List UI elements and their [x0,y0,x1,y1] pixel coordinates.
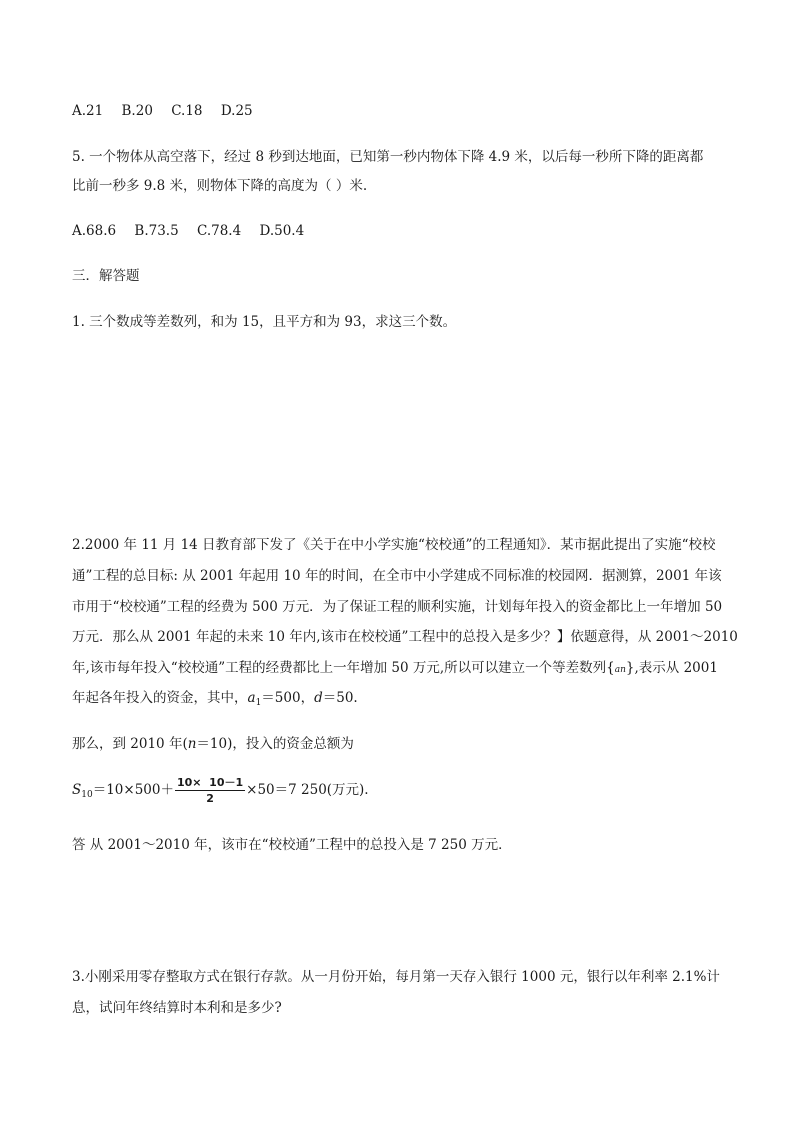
numerator-right: 10－1 [209,776,244,789]
problem-1: 1. 三个数成等差数列，和为 15，且平方和为 93，求这三个数。 [72,314,457,330]
choice-b: B.73.5 [134,223,179,239]
section-3-heading: 三．解答题 [72,268,140,284]
numerator-left: 10× [176,776,202,789]
problem-3-line-1: 3.小刚采用零存整取方式在银行存款。从一月份开始，每月第一天存入银行 1000 元，银行以年利率 2.1%计 [72,969,720,985]
question-5-line-1: 5. 一个物体从高空落下，经过 8 秒到达地面，已知第一秒内物体下降 4.9 米，以后每一秒所下降的距离都 [72,149,704,165]
line-7-text-end: ＝10)，投入的资金总额为 [196,736,354,752]
choice-b: B.20 [121,103,153,119]
problem-2-line-3: 市用于“校校通”工程的经费为 500 万元．为了保证工程的顺利实施，计划每年投入的资金都比上一年增加 50 [72,599,723,615]
problem-2-line-6 [72,689,358,712]
a-value: ＝500， [261,690,315,706]
choice-a: A.21 [72,103,104,119]
fraction-numerator [175,776,245,791]
formula-lhs: ＝10×500＋ [92,782,174,798]
a-subscript: 1 [255,698,262,708]
question-4-choices [72,102,253,120]
line-5-text-end: },表示从 2001 [625,660,718,676]
choice-d: D.25 [220,103,253,119]
line-5-text: 年,该市每年投入“校校通”工程的经费都比上一年增加 50 万元,所以可以建立一个等差数列{ [72,660,615,676]
problem-2-line-4: 万元．那么从 2001 年起的未来 10 年内,该市在校校通”工程中的总投入是多少？】依题意得，从 2001～2010 [72,629,738,645]
line-6-text: 年起各年投入的资金，其中， [72,690,248,706]
problem-2-line-1: 2.2000 年 11 月 14 日教育部下发了《关于在中小学实施“校校通”的工程通知》．某市据此提出了实施“校校 [72,537,716,553]
problem-2-line-2: 通”工程的总目标: 从 2001 年起用 10 年的时间，在全市中小学建成不同标准的校园网．据测算，2001 年该 [72,568,722,584]
question-5-choices [72,222,304,240]
d-value: ＝50. [322,690,358,706]
fraction-denominator: 2 [206,792,214,805]
problem-3-line-2: 息，试问年终结算时本利和是多少? [72,1000,282,1016]
problem-2-line-7 [72,735,354,753]
s-symbol: S [72,782,82,798]
n-symbol: n [187,736,197,752]
formula-rhs: ×50＝7 250(万元). [246,782,369,798]
a-symbol: a [247,690,256,706]
choice-a: A.68.6 [72,223,117,239]
fraction [175,776,245,805]
question-5-line-2: 比前一秒多 9.8 米，则物体下降的高度为（ ）米. [72,178,368,194]
line-7-text: 那么，到 2010 年( [72,736,188,752]
sequence-symbol: an [614,665,626,675]
problem-2-answer: 答 从 2001～2010 年，该市在“校校通”工程中的总投入是 7 250 万元． [72,837,512,853]
choice-c: C.18 [171,103,203,119]
s-subscript: 10 [81,790,93,800]
sum-formula [72,776,369,805]
choice-c: C.78.4 [196,223,242,239]
d-symbol: d [314,690,323,706]
problem-2-line-5 [72,659,718,679]
choice-d: D.50.4 [259,223,305,239]
